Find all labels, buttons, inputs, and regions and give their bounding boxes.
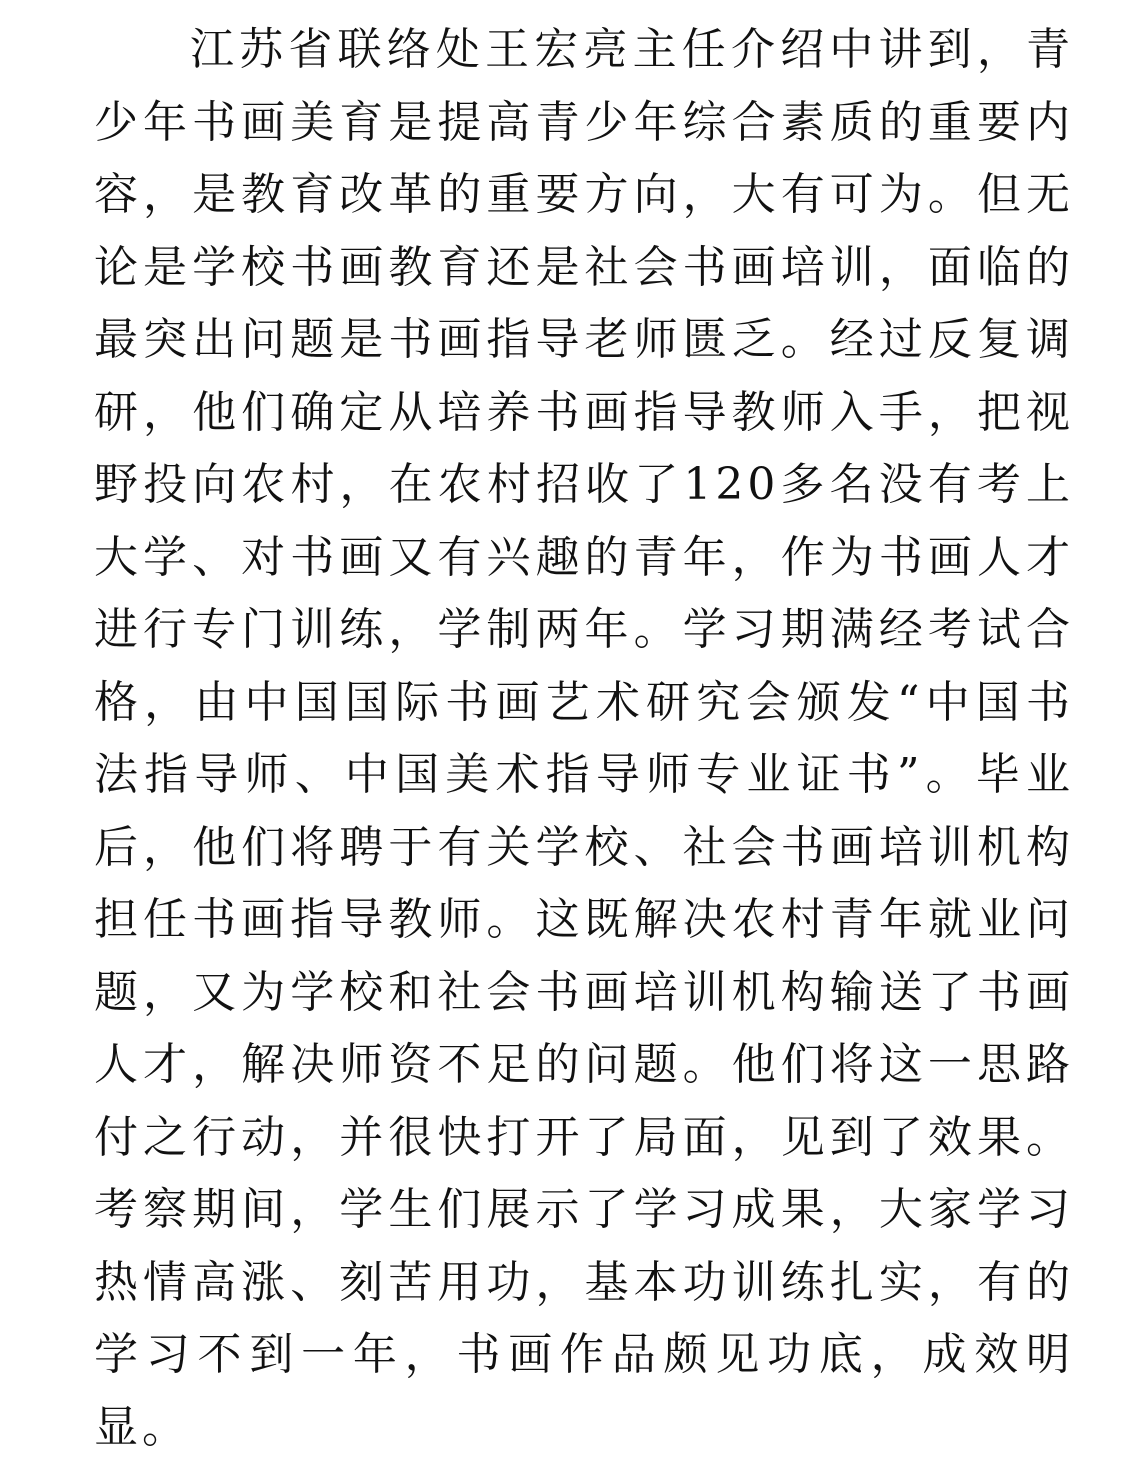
body-paragraph: 江苏省联络处王宏亮主任介绍中讲到，青少年书画美育是提高青少年综合素质的重要内容，是教育改革的重要方向，大有可为。但无论是学校书画教育还是社会书画培训，面临的最突出问题是书画指导老师匮乏。经过反复调研，他们确定从培养书画指导教师入手，把视野投向农村，在农村招收了120多名没有考上大学、对书画又有兴趣的青年，作为书画人才进行专门训练，学制两年。学习期满经考试合格，由中国国际书画艺术研究会颁发“中国书法指导师、中国美术指导师专业证书”。毕业后，他们将聘于有关学校、社会书画培训机构担任书画指导教师。这既解决农村青年就业问题，又为学校和社会书画培训机构输送了书画人才，解决师资不足的问题。他们将这一思路付之行动，并很快打开了局面，见到了效果。考察期间，学生们展示了学习成果，大家学习热情高涨、刻苦用功，基本功训练扎实，有的学习不到一年，书画作品颇见功底，成效明显。 xyxy=(94,24,1074,1453)
